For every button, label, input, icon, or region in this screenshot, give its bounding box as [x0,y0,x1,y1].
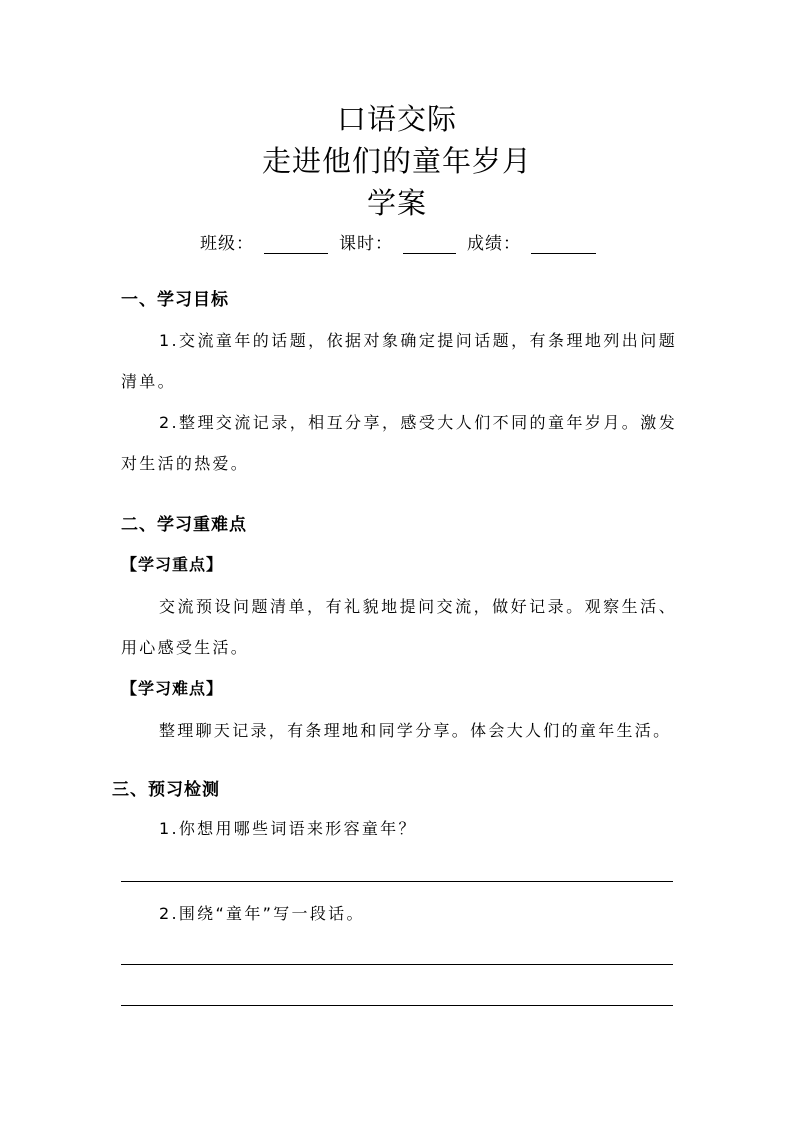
key-point-text: 交流预设问题清单，有礼貌地提问交流，做好记录。观察生活、用心感受生活。 [121,597,677,657]
score-label: 成绩： [467,234,521,254]
answer-line-3[interactable] [121,1005,673,1006]
answer-line-2[interactable] [121,964,673,965]
key-point-label: 【学习重点】 [121,555,224,574]
period-blank[interactable] [403,253,456,254]
title-line-3: 学案 [366,186,427,220]
info-row [0,231,794,257]
class-blank[interactable] [264,253,328,254]
goal-item-1: 1.交流童年的话题，依据对象确定提问话题，有条理地列出问题清单。 [121,331,677,391]
section-heading-preview: 三、预习检测 [112,780,220,800]
difficult-point-text: 整理聊天记录，有条理地和同学分享。体会大人们的童年生活。 [159,721,672,740]
preview-question-2: 2.围绕“童年”写一段话。 [159,904,365,923]
title-line-2: 走进他们的童年岁月 [261,144,532,178]
section-heading-key-points: 二、学习重难点 [121,515,247,535]
period-label: 课时： [339,234,393,254]
difficult-point-label: 【学习难点】 [121,679,224,698]
score-blank[interactable] [531,253,596,254]
goal-item-2: 2.整理交流记录，相互分享，感受大人们不同的童年岁月。激发对生活的热爱。 [121,413,677,473]
answer-line-1[interactable] [121,881,673,882]
title-line-1: 口语交际 [336,102,457,136]
section-heading-goals: 一、学习目标 [121,290,229,310]
class-label: 班级： [200,234,254,254]
preview-question-1: 1.你想用哪些词语来形容童年？ [159,819,417,838]
